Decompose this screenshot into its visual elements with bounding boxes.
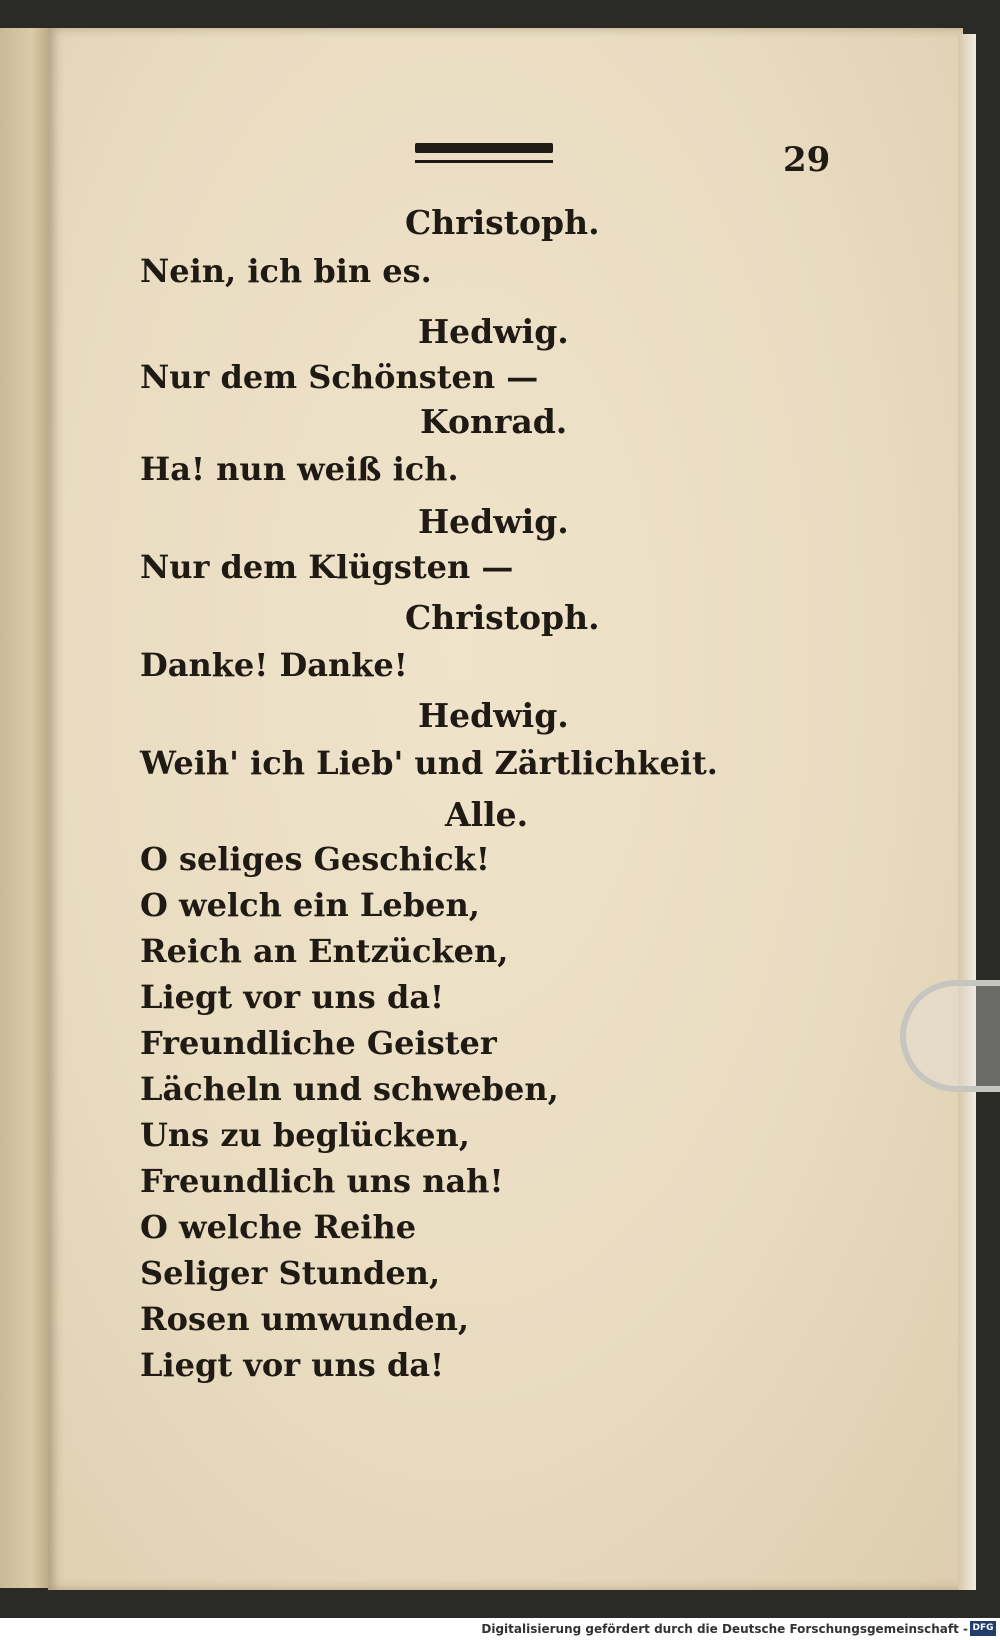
- page-fore-edge: [958, 34, 976, 1590]
- verse-line: Freundlich uns nah!: [140, 1162, 504, 1200]
- show-through-bleed: [560, 360, 860, 1410]
- verse-line: Ha! nun weiß ich.: [140, 450, 459, 488]
- page-number: 29: [783, 140, 831, 180]
- verse-line: O seliges Geschick!: [140, 840, 490, 878]
- header-rule-thin: [415, 160, 553, 163]
- speaker-hedwig: Hedwig.: [418, 696, 569, 735]
- speaker-christoph: Christoph.: [405, 598, 600, 637]
- verse-line: Rosen umwunden,: [140, 1300, 470, 1338]
- verse-line: Seliger Stunden,: [140, 1254, 441, 1292]
- verse-line: Weih' ich Lieb' und Zärtlichkeit.: [140, 744, 718, 782]
- speaker-hedwig: Hedwig.: [418, 502, 569, 541]
- verse-line: O welch ein Leben,: [140, 886, 480, 924]
- speaker-alle: Alle.: [445, 795, 529, 834]
- page-clip: [900, 980, 1000, 1092]
- verse-line: Lächeln und schweben,: [140, 1070, 559, 1108]
- verse-line: Uns zu beglücken,: [140, 1116, 470, 1154]
- header-rule-thick: [415, 143, 553, 153]
- verse-line: Nur dem Klügsten —: [140, 548, 514, 586]
- verse-line: Reich an Entzücken,: [140, 932, 509, 970]
- previous-page-edge: [0, 28, 54, 1588]
- verse-line: Liegt vor uns da!: [140, 1346, 445, 1384]
- verse-line: Freundliche Geister: [140, 1024, 497, 1062]
- speaker-hedwig: Hedwig.: [418, 312, 569, 351]
- speaker-christoph: Christoph.: [405, 203, 600, 242]
- verse-line: Nein, ich bin es.: [140, 252, 432, 290]
- speaker-konrad: Konrad.: [420, 402, 568, 441]
- verse-line: Nur dem Schönsten —: [140, 358, 539, 396]
- verse-line: Danke! Danke!: [140, 646, 408, 684]
- verse-line: O welche Reihe: [140, 1208, 417, 1246]
- dfg-logo: DFG: [970, 1621, 996, 1636]
- footer-credit: Digitalisierung gefördert durch die Deutsche Forschungsgemeinschaft -: [481, 1622, 968, 1636]
- verse-line: Liegt vor uns da!: [140, 978, 445, 1016]
